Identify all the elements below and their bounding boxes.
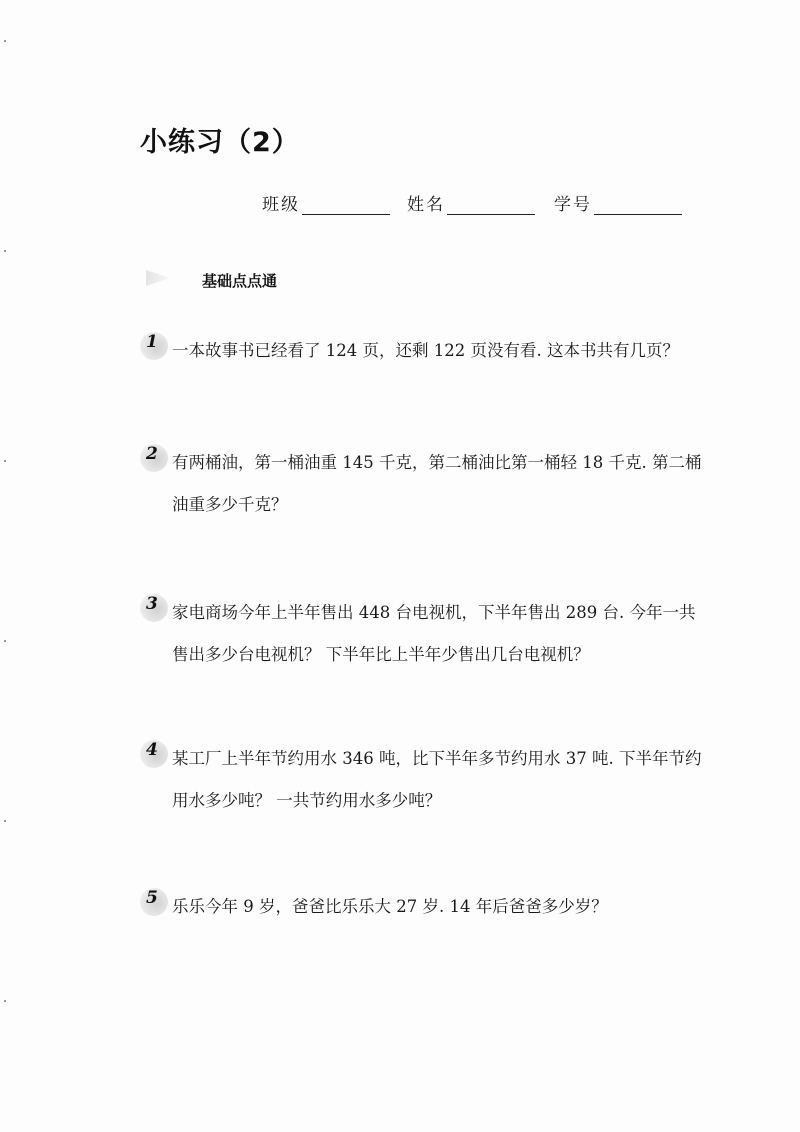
class-field[interactable] [262,190,390,215]
problem-text [172,738,702,822]
section-arrow-icon [146,270,170,286]
student-number-field[interactable] [554,190,682,215]
problem-text [172,442,702,526]
problem-number: 3 [146,594,158,614]
problem-line: 某工厂上半年节约用水 346 吨，比下半年多节约用水 37 吨. 下半年节约 [172,749,702,768]
problem-number: 2 [146,444,158,464]
scan-speck [4,460,6,462]
problem-text [172,592,702,676]
scan-speck [4,250,6,252]
scan-speck [4,640,6,642]
problem-number-badge [140,332,168,360]
problem-number-badge [140,594,168,622]
name-label: 姓名 [407,195,445,215]
problem-line: 乐乐今年 9 岁，爸爸比乐乐大 27 岁. 14 年后爸爸多少岁？ [172,897,608,916]
problem-number-badge [140,444,168,472]
problem-text [172,886,702,928]
student-info-row [262,190,692,220]
class-label: 班级 [262,195,300,215]
problem-number-badge [140,740,168,768]
problem-line: 一本故事书已经看了 124 页，还剩 122 页没有看. 这本书共有几页？ [172,341,679,360]
problem-line: 用水多少吨？ 一共节约用水多少吨？ [172,791,442,810]
section-title: 基础点点通 [202,272,278,290]
scan-speck [4,1000,6,1002]
page-title: 小练习（2） [140,127,300,158]
problem-line: 家电商场今年上半年售出 448 台电视机，下半年售出 289 台. 今年一共 [172,603,696,622]
problem-number-badge [140,888,168,916]
problem-number: 5 [146,888,158,908]
class-blank[interactable] [302,196,390,215]
problem-text [172,330,702,372]
student-number-blank[interactable] [594,196,682,215]
problem-number: 1 [146,332,158,352]
problem-number: 4 [146,740,158,760]
scan-speck [4,40,6,42]
scan-speck [4,820,6,822]
student-number-label: 学号 [554,195,592,215]
problem-line: 有两桶油，第一桶油重 145 千克，第二桶油比第一桶轻 18 千克. 第二桶 [172,453,702,472]
name-field[interactable] [407,190,535,215]
problem-line: 售出多少台电视机？ 下半年比上半年少售出几台电视机？ [172,645,590,664]
problem-line: 油重多少千克？ [172,495,288,514]
name-blank[interactable] [447,196,535,215]
